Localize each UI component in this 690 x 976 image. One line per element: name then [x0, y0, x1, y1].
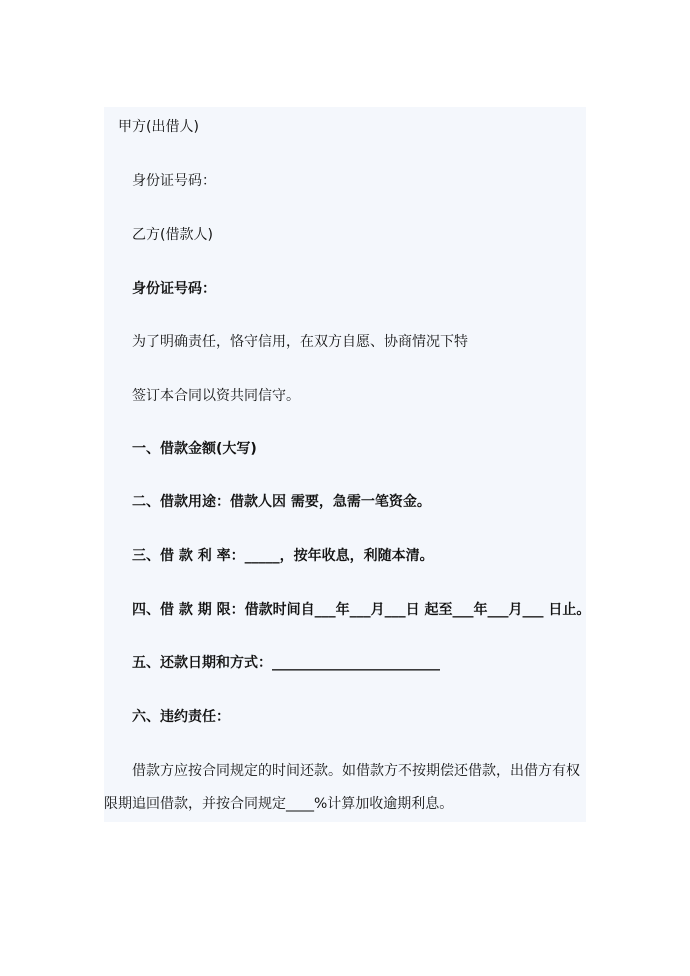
section-5-heading: 五、还款日期和方式：________________________	[132, 655, 440, 671]
section-4-heading: 四、借 款 期 限：借款时间自___年___月___日 起至___年___月___ 日止。	[132, 602, 591, 618]
section-1-heading: 一、借款金额(大写)	[132, 441, 257, 457]
party-a-line: 甲方(出借人)	[118, 119, 199, 135]
section-6-heading: 六、违约责任：	[132, 709, 230, 725]
preamble-line-2: 签订本合同以资共同信守。	[132, 388, 300, 404]
section-3-heading: 三、借 款 利 率：_____，按年收息，利随本清。	[132, 548, 434, 564]
section-6-body-line-2: 限期追回借款，并按合同规定____%计算加收逾期利息。	[104, 796, 454, 812]
party-b-id-line: 身份证号码：	[132, 281, 216, 297]
party-a-id-line: 身份证号码：	[132, 173, 216, 189]
party-b-line: 乙方(借款人)	[132, 227, 213, 243]
preamble-line-1: 为了明确责任，恪守信用，在双方自愿、协商情况下特	[132, 334, 468, 350]
section-6-body-line-1: 借款方应按合同规定的时间还款。如借款方不按期偿还借款，出借方有权	[132, 763, 580, 779]
section-2-heading: 二、借款用途：借款人因 需要，急需一笔资金。	[132, 494, 431, 510]
